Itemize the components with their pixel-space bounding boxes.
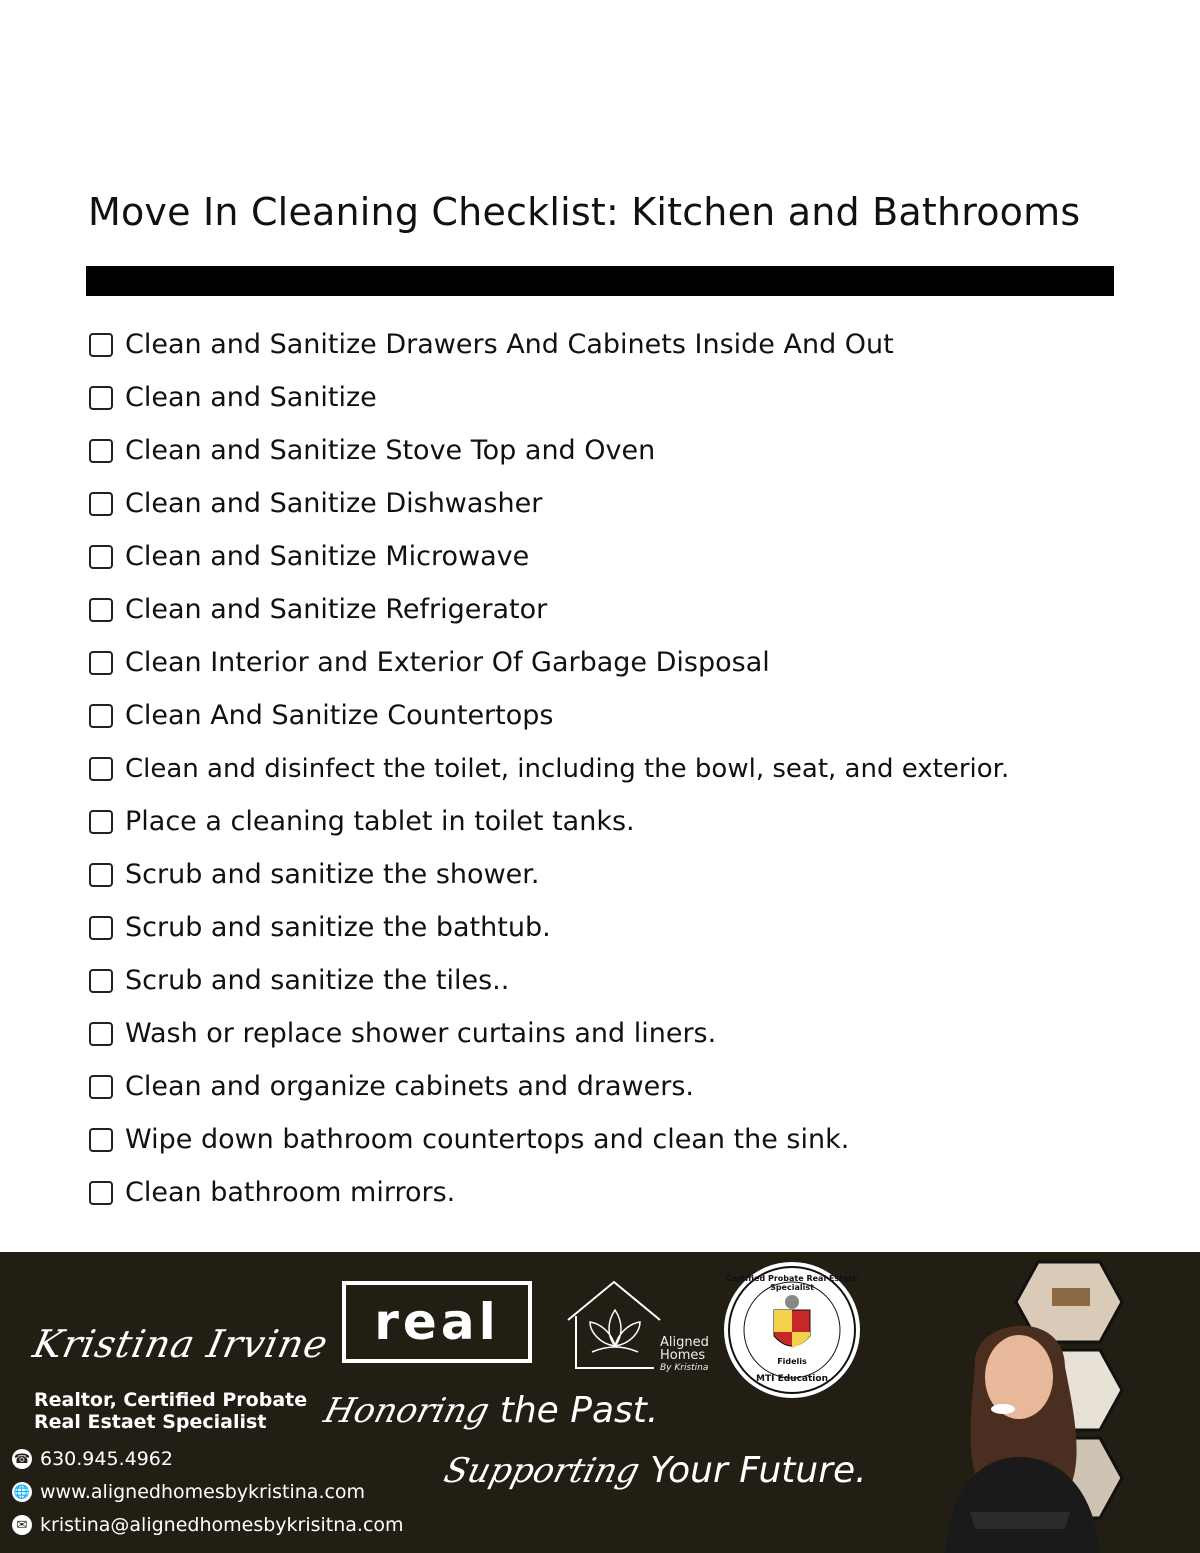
checklist-item-label: Place a cleaning tablet in toilet tanks.: [125, 806, 635, 837]
checklist-item: [89, 530, 1009, 583]
checklist-item-label: Clean bathroom mirrors.: [125, 1177, 456, 1208]
footer-banner: [0, 1252, 1200, 1553]
checklist-item-label: Clean and Sanitize Refrigerator: [125, 594, 548, 625]
mail-icon: ✉: [12, 1515, 32, 1535]
slogan-line: [440, 1450, 867, 1491]
checklist-item: [89, 1007, 1009, 1060]
checklist-item: [89, 954, 1009, 1007]
checkbox[interactable]: [89, 492, 113, 516]
aligned-homes-line: Homes: [660, 1348, 706, 1363]
checklist-item-label: Wash or replace shower curtains and liners.: [125, 1018, 717, 1049]
checklist-item-label: Clean and Sanitize Drawers And Cabinets Inside And Out: [125, 329, 894, 360]
checkbox[interactable]: [89, 757, 113, 781]
aligned-homes-logo: [562, 1280, 712, 1376]
checkbox[interactable]: [89, 333, 113, 357]
agent-portrait: [915, 1297, 1125, 1553]
agent-title-line: Realtor, Certified Probate: [34, 1389, 308, 1411]
checklist-item: [89, 901, 1009, 954]
phone-contact: [12, 1448, 173, 1470]
checklist-item: [89, 583, 1009, 636]
checklist-item: [89, 689, 1009, 742]
checklist-item-label: Scrub and sanitize the tiles..: [125, 965, 510, 996]
checkbox[interactable]: [89, 1075, 113, 1099]
checklist: [89, 318, 1009, 1219]
checklist-item: [89, 1113, 1009, 1166]
real-brokerage-logo: [342, 1281, 532, 1363]
checkbox[interactable]: [89, 1128, 113, 1152]
checklist-item-label: Wipe down bathroom countertops and clean the sink.: [125, 1124, 850, 1155]
checklist-item-label: Scrub and sanitize the shower.: [125, 859, 540, 890]
checklist-item-label: Clean And Sanitize Countertops: [125, 700, 554, 731]
checkbox[interactable]: [89, 810, 113, 834]
probate-specialist-seal: [724, 1262, 860, 1398]
aligned-homes-wordmark: [660, 1336, 709, 1375]
checkbox[interactable]: [89, 439, 113, 463]
agent-title: [34, 1389, 307, 1433]
slogan-script-word: Supporting: [440, 1451, 644, 1491]
phone-number[interactable]: 630.945.4962: [40, 1448, 173, 1470]
checklist-item-label: Clean and Sanitize Microwave: [125, 541, 530, 572]
phone-icon: ☎: [12, 1449, 32, 1469]
checklist-item-label: Clean and organize cabinets and drawers.: [125, 1071, 694, 1102]
website-link[interactable]: www.alignedhomesbykristina.com: [40, 1481, 366, 1503]
checklist-item: [89, 371, 1009, 424]
email-contact: [12, 1514, 404, 1536]
checklist-item-label: Clean Interior and Exterior Of Garbage Disposal: [125, 647, 770, 678]
checklist-item-label: Clean and Sanitize: [125, 382, 377, 413]
seal-motto: Fidelis: [777, 1357, 807, 1366]
signature: Kristina Irvine: [29, 1322, 333, 1366]
checkbox[interactable]: [89, 1022, 113, 1046]
globe-icon: 🌐: [12, 1482, 32, 1502]
email-link[interactable]: kristina@alignedhomesbykrisitna.com: [40, 1514, 404, 1536]
checklist-item-label: Clean and Sanitize Stove Top and Oven: [125, 435, 656, 466]
checklist-item-label: Clean and Sanitize Dishwasher: [125, 488, 543, 519]
checklist-item: [89, 795, 1009, 848]
checkbox[interactable]: [89, 916, 113, 940]
checkbox[interactable]: [89, 545, 113, 569]
aligned-homes-line: By Kristina: [660, 1363, 709, 1373]
agent-title-line: Real Estaet Specialist: [34, 1411, 267, 1433]
seal-bottom-text: MTI Education: [756, 1374, 828, 1384]
checkbox[interactable]: [89, 704, 113, 728]
checkbox[interactable]: [89, 386, 113, 410]
real-logo-text: real: [374, 1293, 500, 1351]
checkbox[interactable]: [89, 863, 113, 887]
aligned-homes-line: Aligned: [660, 1335, 709, 1350]
slogan-text: the Past.: [499, 1390, 659, 1431]
slogan-script-word: Honoring: [320, 1391, 494, 1431]
slogan-text: Your Future.: [650, 1450, 867, 1491]
checkbox[interactable]: [89, 598, 113, 622]
checkbox[interactable]: [89, 1181, 113, 1205]
checkbox[interactable]: [89, 651, 113, 675]
checklist-item: [89, 742, 1009, 795]
checklist-item: [89, 1166, 1009, 1219]
checklist-item: [89, 1060, 1009, 1113]
slogan-line: [320, 1390, 659, 1431]
seal-top-text: Certified Probate Real Estate Specialist: [726, 1274, 858, 1292]
checklist-item: [89, 424, 1009, 477]
page-title: Move In Cleaning Checklist: Kitchen and Bathrooms: [88, 190, 1081, 234]
checklist-item: [89, 636, 1009, 689]
title-divider-bar: [86, 266, 1114, 296]
checklist-item: [89, 477, 1009, 530]
checkbox[interactable]: [89, 969, 113, 993]
website-contact: [12, 1481, 365, 1503]
checklist-item: [89, 318, 1009, 371]
checklist-item-label: Clean and disinfect the toilet, including the bowl, seat, and exterior.: [125, 753, 1010, 784]
checklist-item-label: Scrub and sanitize the bathtub.: [125, 912, 551, 943]
checklist-item: [89, 848, 1009, 901]
